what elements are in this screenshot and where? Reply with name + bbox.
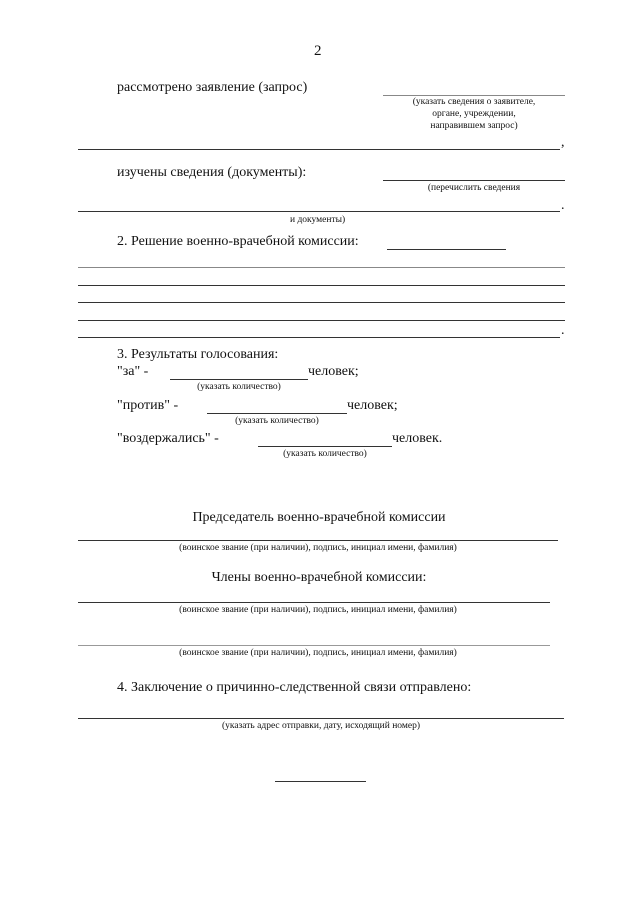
page-number: 2 (314, 43, 322, 59)
vote-abstain-label: "воздержались" - (117, 431, 219, 446)
decision-line-2[interactable] (78, 285, 565, 286)
vote-against-line[interactable] (207, 413, 347, 414)
vote-abstain-line[interactable] (258, 446, 392, 447)
decision-line-5[interactable] (78, 337, 560, 338)
members-label: Члены военно-врачебной комиссии: (211, 570, 427, 585)
chairman-label: Председатель военно-врачебной комиссии (192, 510, 446, 525)
application-hint-2: органе, учреждении, (432, 109, 516, 119)
documents-fill-line[interactable] (383, 180, 565, 181)
member-2-signature-line[interactable] (78, 645, 550, 646)
chairman-signature-line[interactable] (78, 540, 558, 541)
decision-line-1[interactable] (78, 267, 565, 268)
vote-for-hint: (указать количество) (197, 382, 281, 392)
vote-abstain-hint: (указать количество) (283, 449, 367, 459)
vote-for-line[interactable] (170, 379, 308, 380)
vote-against-hint: (указать количество) (235, 416, 319, 426)
decision-inline-line[interactable] (387, 249, 506, 250)
application-fill-line[interactable] (383, 95, 565, 96)
conclusion-hint: (указать адрес отправки, дату, исходящий номер) (221, 721, 421, 731)
decision-line-end: . (561, 323, 565, 338)
application-label: рассмотрено заявление (запрос) (117, 80, 308, 95)
vote-abstain-unit: человек. (392, 431, 443, 446)
application-hint-3: направившем запрос) (430, 121, 518, 131)
final-short-line (275, 781, 366, 782)
vote-for-unit: человек; (308, 364, 359, 379)
documents-label: изучены сведения (документы): (117, 165, 307, 180)
voting-label: 3. Результаты голосования: (117, 347, 279, 362)
application-line-end: , (561, 135, 565, 150)
chairman-hint: (воинское звание (при наличии), подпись, инициал имени, фамилия) (179, 543, 457, 553)
conclusion-line[interactable] (78, 718, 564, 719)
member-1-signature-line[interactable] (78, 602, 550, 603)
application-continuation-line[interactable] (78, 149, 560, 150)
documents-hint-2: и документы) (290, 215, 346, 225)
member-1-hint: (воинское звание (при наличии), подпись, инициал имени, фамилия) (179, 605, 457, 615)
decision-label: 2. Решение военно-врачебной комиссии: (117, 234, 359, 249)
conclusion-label: 4. Заключение о причинно-следственной связи отправлено: (117, 680, 472, 695)
documents-line-end: . (561, 198, 565, 213)
documents-continuation-line[interactable] (78, 211, 560, 212)
application-hint-1: (указать сведения о заявителе, (412, 97, 536, 107)
member-2-hint: (воинское звание (при наличии), подпись, инициал имени, фамилия) (179, 648, 457, 658)
decision-line-3[interactable] (78, 302, 565, 303)
vote-against-label: "против" - (117, 398, 179, 413)
vote-against-unit: человек; (347, 398, 398, 413)
vote-for-label: "за" - (117, 364, 149, 379)
decision-line-4[interactable] (78, 320, 565, 321)
documents-hint-1: (перечислить сведения (427, 183, 521, 193)
